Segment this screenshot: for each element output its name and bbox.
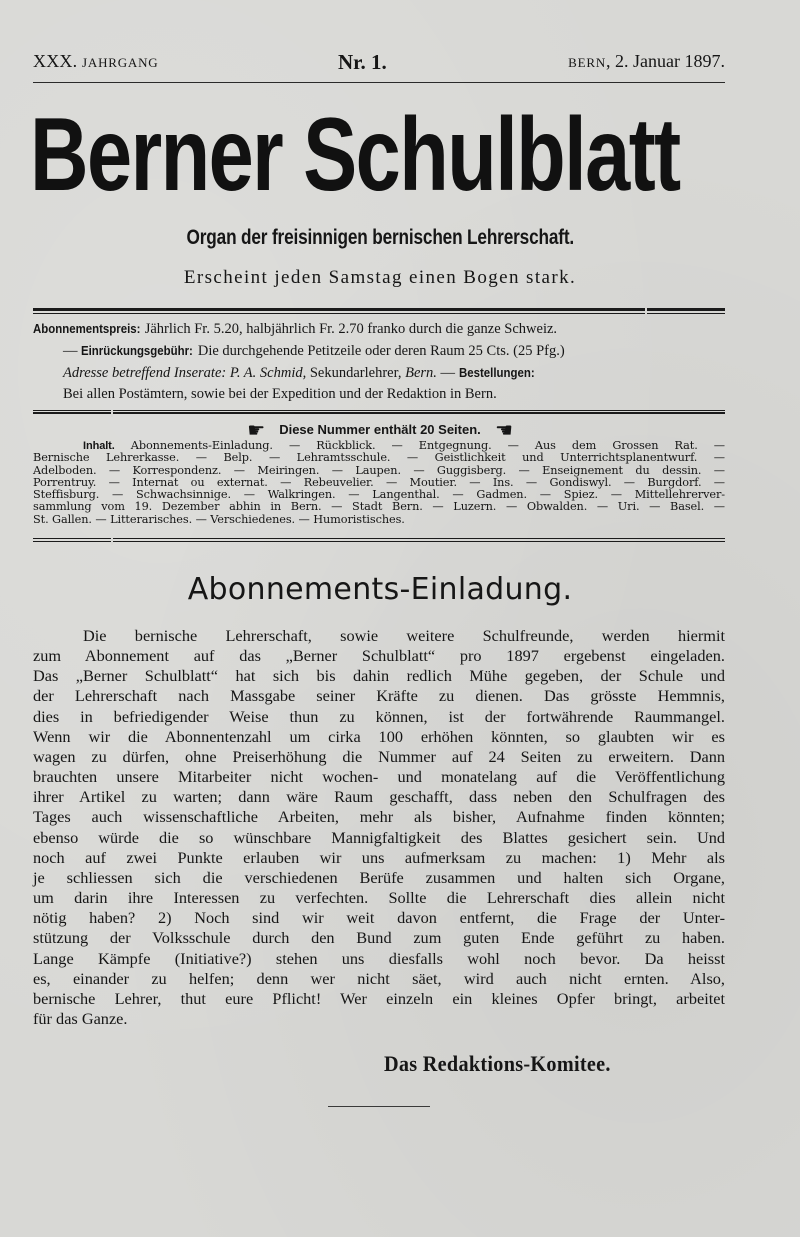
article-line: Die bernische Lehrerschaft, sowie weitere Schulfreunde, werden hiermit <box>83 626 725 645</box>
article-signature: Das Redaktions-Komitee. <box>384 1051 611 1076</box>
article-line: noch auf zwei Punkte erlauben wir uns aufmerksam zu machen: 1) Mehr als <box>33 847 725 867</box>
article-line: für das Ganze. <box>33 1008 128 1028</box>
article-line: bernische Lehrer, thut eure Pflicht! Wer einzeln ein kleines Opfer bringt, arbeitet <box>33 988 725 1008</box>
article-line: Das „Berner Schulblatt“ hat sich bis dahin redlich Mühe gegeben, der Schule und <box>33 666 725 686</box>
article-line: Lange Kämpfe (Initiative?) stehen uns diesfalls wohl noch bevor. Da heisst <box>33 948 725 968</box>
article-line: nötig haben? 2) Noch sind wir weit davon entfernt, die Frage der Unter- <box>33 908 725 928</box>
volume-number: XXX. <box>33 51 78 71</box>
masthead-tagline: Erscheint jeden Samstag einen Bogen stark. <box>183 267 577 288</box>
contents-divider <box>33 538 725 542</box>
address-sep: — <box>436 365 459 381</box>
insertion-fee-line <box>33 340 725 362</box>
contents-line: Porrentruy. — Internat ou externat. — Rebeuvelier. — Moutier. — Ins. — Gondiswyl. — Burgdorf. — <box>33 475 725 489</box>
end-rule <box>328 1106 430 1107</box>
article-body <box>33 626 725 1029</box>
subscription-text: Jährlich Fr. 5.20, halbjährlich Fr. 2.70 franko durch die ganze Schweiz. <box>141 321 558 337</box>
article-line: brauchten unsere Mitarbeiter nicht wochen- und monatelang auf die Veröffentlichung <box>33 767 725 787</box>
article-line: ebenso würde die so wünschbare Mannigfaltigkeit des Blattes gesichert sein. Und <box>33 827 725 847</box>
table-of-contents <box>33 440 725 526</box>
info-divider <box>33 410 725 415</box>
masthead-subtitle <box>0 226 760 250</box>
insertion-label: Einrückungsgebühr: <box>81 343 193 358</box>
article-line: dies in befriedigender Weise thun zu können, ist der fortwährende Raummangel. <box>33 706 725 726</box>
issue-date <box>568 51 725 72</box>
contents-line: Adelboden. — Korrespondenz. — Meiringen. — Laupen. — Guggisberg. — Enseignement du dessin. — <box>33 463 725 477</box>
address-label: Adresse betreffend Inserate: P. A. Schmid, <box>63 365 307 381</box>
header-rule <box>33 82 725 83</box>
contents-text: Abonnements-Einladung. — Rückblick. — Entgegnung. — Aus dem Grossen Rat. — <box>114 439 725 452</box>
subtitle-text: Organ der freisinnigen bernischen Lehrerschaft. <box>186 226 574 249</box>
article-line: es, einander zu helfen; denn wer nicht säet, wird auch nicht ernten. Also, <box>33 968 725 988</box>
volume-label: JAHRGANG <box>82 55 159 70</box>
subscription-price-line <box>33 318 725 340</box>
article-line: zum Abonnement auf das „Berner Schulblatt“ pro 1897 ergebenst eingeladen. <box>33 646 725 666</box>
issue-number: Nr. 1. <box>338 50 387 74</box>
orders-line: Bei allen Postämtern, sowie bei der Expedition und der Redaktion in Bern. <box>63 386 497 402</box>
masthead-divider <box>33 308 725 315</box>
article-line: stützung der Volksschule durch den Bund zum guten Ende geführt zu haben. <box>33 928 725 948</box>
dash: — <box>63 343 82 359</box>
address-city: Bern. <box>405 365 437 381</box>
subscription-label: Abonnementspreis: <box>33 321 141 336</box>
contents-line: Steffisburg. — Schwachsinnige. — Walkringen. — Langenthal. — Gadmen. — Spiez. — Mittellehrerver- <box>33 488 725 502</box>
pointing-hand-left-icon: ☛ <box>494 418 513 442</box>
inhalt-label: Inhalt. <box>83 440 115 452</box>
article-line: Tages auch wissenschaftliche Arbeiten, mehr als bisher, Aufnahme finden könnten; <box>33 807 725 827</box>
article-line: ihrer Artikel zu warten; dann wäre Raum geschafft, dass neben den Schulfragen des <box>33 787 725 807</box>
volume-info <box>33 51 158 72</box>
contents-line: St. Gallen. — Litterarisches. — Verschiedenes. — Humoristisches. <box>33 512 405 526</box>
address-text: Sekundarlehrer, <box>306 365 406 381</box>
issue-header <box>33 51 725 75</box>
insertion-text: Die durchgehende Petitzeile oder deren Raum 25 Cts. (25 Pfg.) <box>194 343 565 359</box>
contents-line: Bernische Lehrerkasse. — Belp. — Lehramtsschule. — Geistlichkeit und Unterrichtsplanentwurf. — <box>33 451 725 465</box>
date: , 2. Januar 1897. <box>606 51 725 71</box>
contents-line: sammlung vom 19. Dezember abhin in Bern. — Stadt Bern. — Luzern. — Obwalden. — Uri. — Basel. — <box>33 500 725 514</box>
article-line: der Lehrerschaft nach Massgabe seiner Kräfte zu dienen. Das grösste Hemmnis, <box>33 686 725 706</box>
address-line <box>33 362 725 384</box>
place: BERN <box>568 55 607 70</box>
article-line: je schliessen sich die verschiedenen Berüfe zusammen und halten sich Organe, <box>33 867 725 887</box>
masthead-title: Berner Schulblatt <box>30 97 680 213</box>
contents-notice-text: Diese Nummer enthält 20 Seiten. <box>279 422 481 437</box>
pointing-hand-right-icon: ☛ <box>247 418 266 442</box>
article-line: um darin ihre Interessen zu verfechten. Sollte die Lehrerschaft dies allein nicht <box>33 888 725 908</box>
orders-label: Bestellungen: <box>458 365 535 380</box>
article-line: Wenn wir die Abonnentenzahl um cirka 100 erhöhen könnten, so glaubten wir es <box>33 726 725 746</box>
subscription-info <box>33 318 725 405</box>
article-line: wagen zu dürfen, ohne Preiserhöhung die Nummer auf 24 Seiten zu erweitern. Dann <box>33 746 725 766</box>
article-title: Abonnements-Einladung. <box>187 572 573 607</box>
